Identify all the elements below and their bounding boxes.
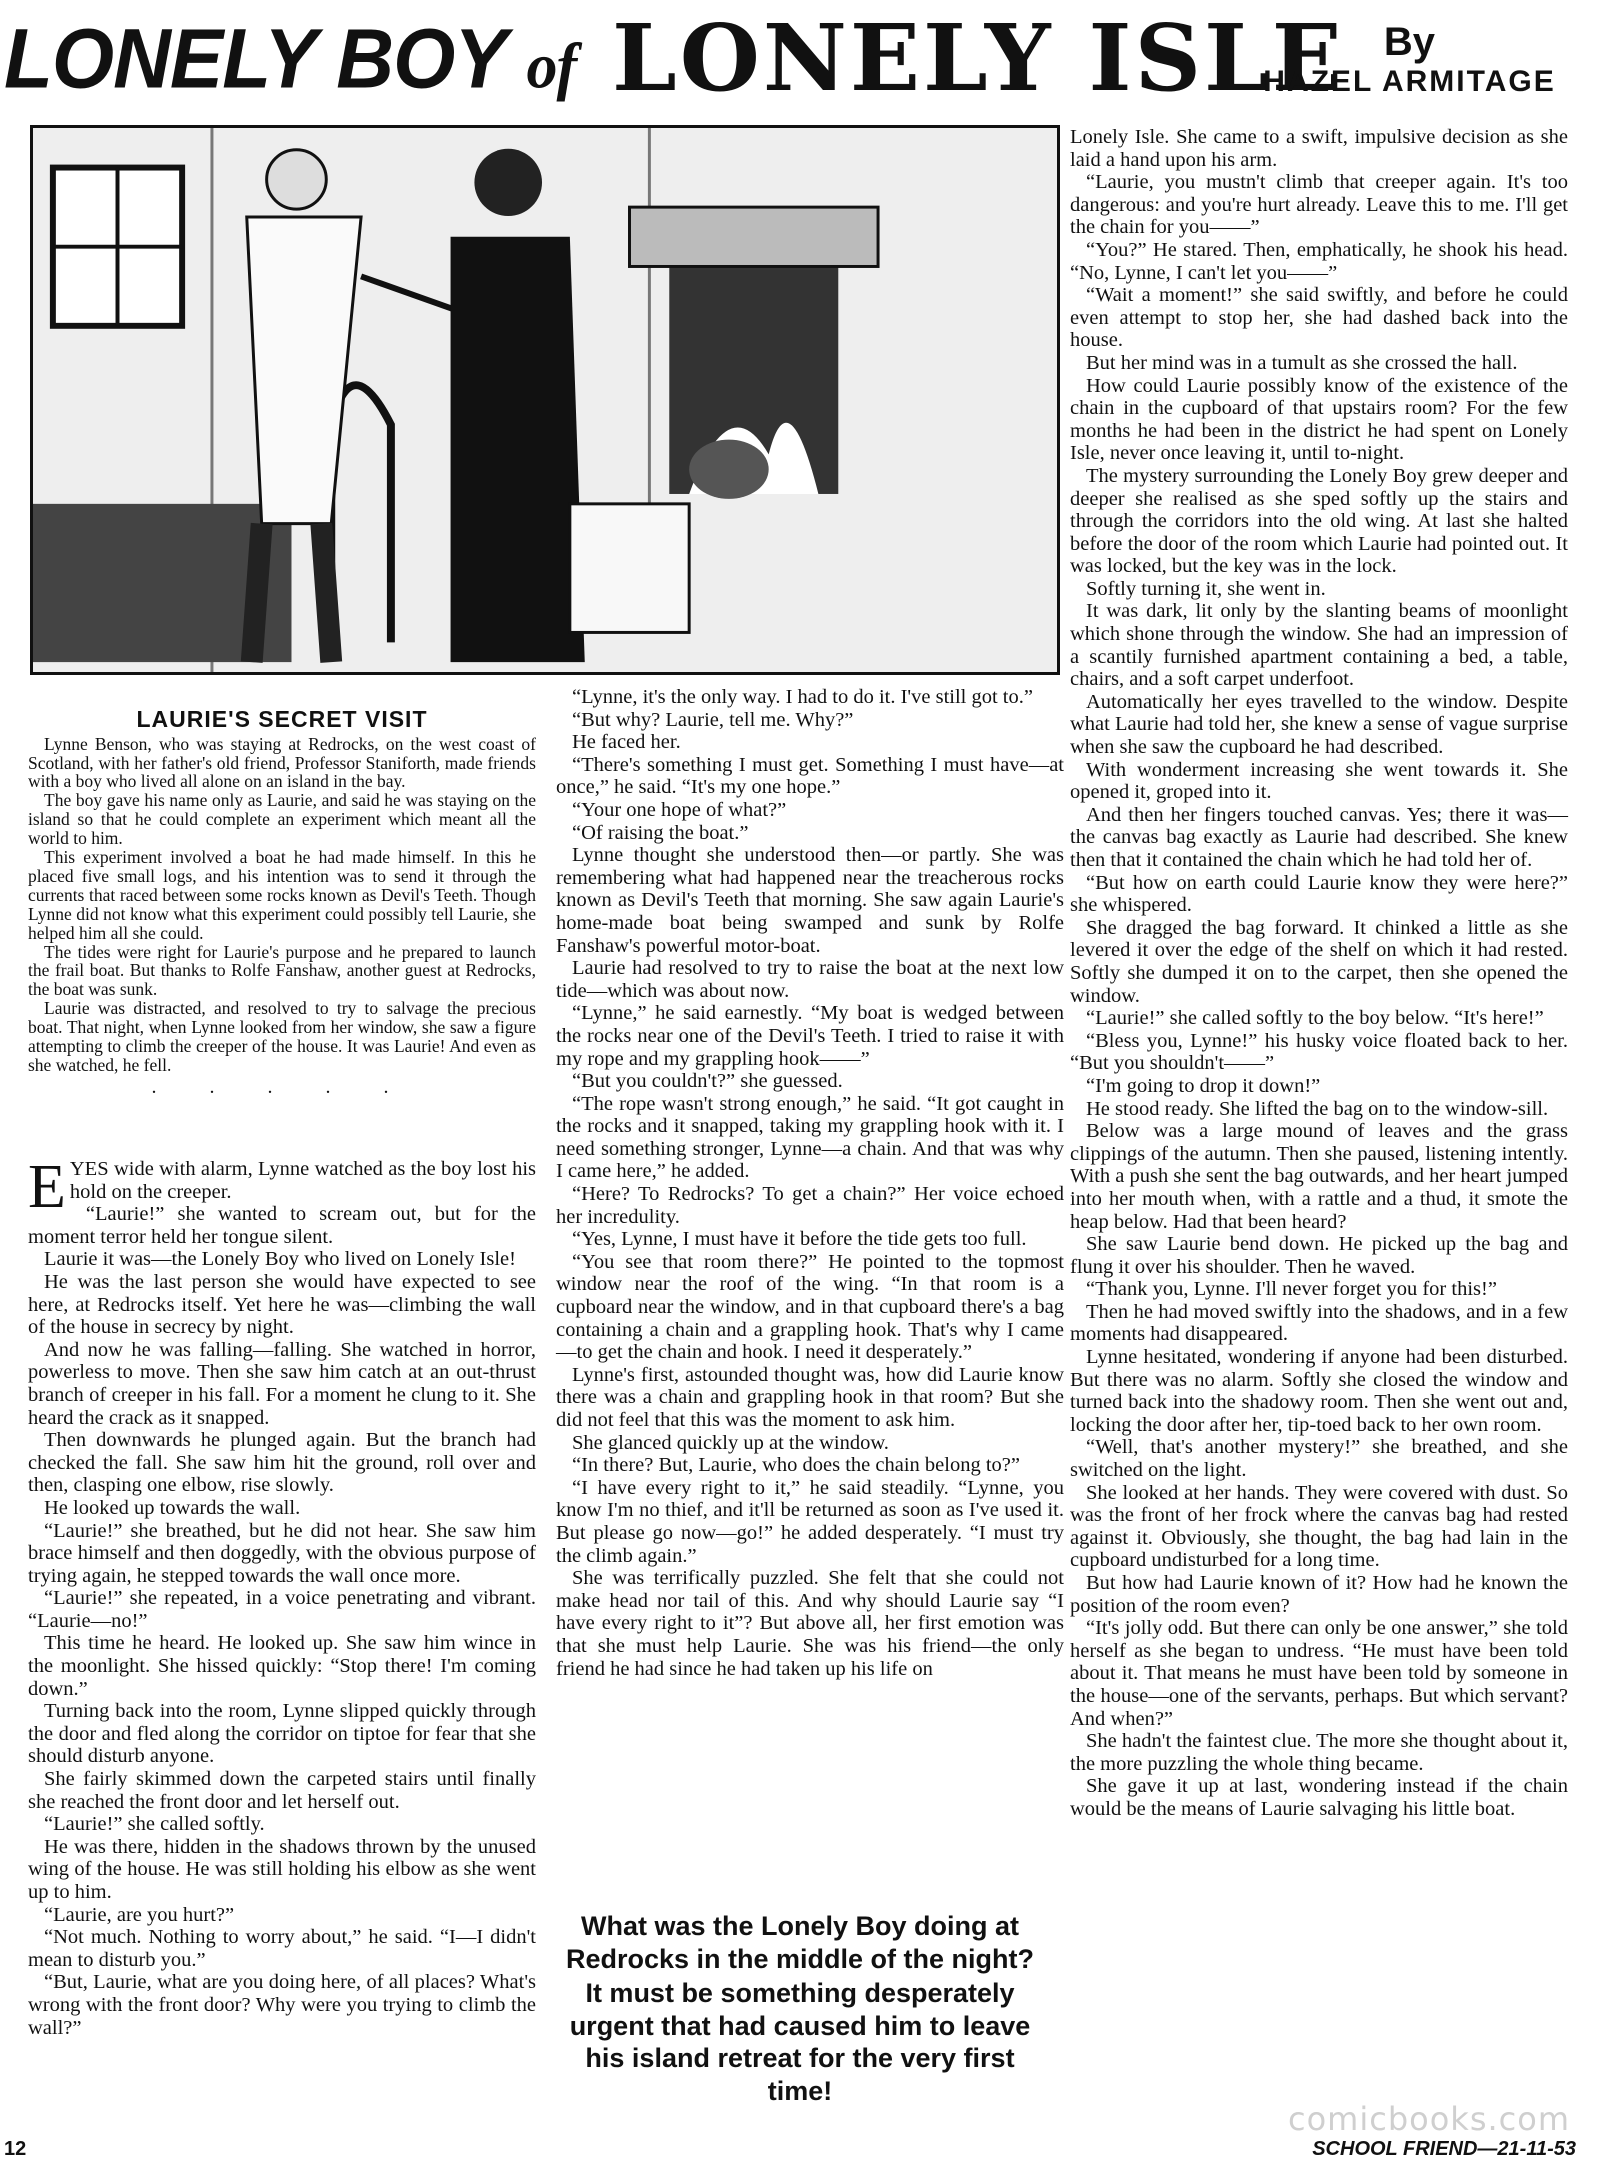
byline-by: By xyxy=(1383,20,1436,64)
title-of: of xyxy=(526,30,577,103)
story-first-paragraph xyxy=(28,1153,536,1221)
story-paragraph: “I'm going to drop it down!” xyxy=(1086,1074,1321,1097)
teaser-answer: It must be something desperately urgent that had caused him to leave his island retreat for the very first time! xyxy=(569,1978,1031,2106)
synopsis-paragraph: The tides were right for Laurie's purpose and he prepared to launch the frail boat. But thanks to Rolfe Fanshaw, another guest at Redrocks, the boat was sunk. xyxy=(28,941,536,1000)
story-paragraph: With wonderment increasing she went towards it. She opened it, groped into it. xyxy=(1070,758,1568,804)
story-paragraph: And now he was falling—falling. She watched in horror, powerless to move. Then she saw him catch at an out-thrust branch of creeper in his fall. For a moment he clung to it. She heard the crack as it snapped. xyxy=(28,1338,536,1429)
story-paragraph: “But why? Laurie, tell me. Why?” xyxy=(572,708,854,731)
story-paragraph: “In there? But, Laurie, who does the chain belong to?” xyxy=(572,1454,1020,1477)
story-paragraph: And then her fingers touched canvas. Yes; there it was—the canvas bag exactly as Laurie had described. She knew then that it contained the chain which he had told her of. xyxy=(1070,803,1568,871)
story-paragraph: Lynne thought she understood then—or partly. She was remembering what had happened near the treacherous rocks known as Devil's Teeth that morning. She saw again Laurie's home-made boat being swamped and sunk by Rolfe Fanshaw's powerful motor-boat. xyxy=(556,844,1064,957)
story-paragraph: Softly turning it, she went in. xyxy=(1086,577,1326,600)
story-paragraph: She looked at her hands. They were covered with dust. So was the front of her frock where the canvas bag had rested against it. Obviously, she thought, the bag had lain in the cupboard undisturbed for a long time. xyxy=(1070,1481,1568,1572)
story-paragraph: It was dark, lit only by the slanting beams of moonlight which shone through the window. She had an impression of a scantily furnished apartment containing a bed, a table, chairs, and a soft carpet underfoot. xyxy=(1070,600,1568,691)
story-paragraph: “Laurie, are you hurt?” xyxy=(44,1903,235,1926)
story-paragraph: “Laurie!” she repeated, in a voice penetrating and vibrant. “Laurie—no!” xyxy=(28,1587,536,1632)
story-paragraph: “Well, that's another mystery!” she breathed, and she switched on the light. xyxy=(1070,1436,1568,1482)
page-number: 12 xyxy=(4,2138,27,2160)
story-paragraph: Then downwards he plunged again. But the branch had checked the fall. She saw him hit the ground, roll over and then, clasping one elbow, rise slowly. xyxy=(28,1429,536,1497)
story-paragraph: “Wait a moment!” she said swiftly, and before he could even attempt to stop her, she had dashed back into the house. xyxy=(1070,284,1568,352)
drop-cap: E xyxy=(28,1153,66,1221)
story-paragraph: “But, Laurie, what are you doing here, of all places? What's wrong with the front door? Why were you trying to climb the wall?” xyxy=(28,1971,536,2039)
story-paragraph: Turning back into the room, Lynne slipped quickly through the door and fled along the corridor on tiptoe for fear that she should disturb anyone. xyxy=(28,1700,536,1768)
story-paragraph: “But how on earth could Laurie know they were here?” she whispered. xyxy=(1070,871,1568,917)
story-paragraph: She saw Laurie bend down. He picked up the bag and flung it over his shoulder. Then he waved. xyxy=(1070,1233,1568,1278)
story-paragraph: “Laurie!” she called softly. xyxy=(44,1813,265,1836)
story-paragraph: “You?” He stared. Then, emphatically, he shook his head. “No, Lynne, I can't let you——” xyxy=(1070,238,1568,284)
story-paragraph: “Bless you, Lynne!” his husky voice floated back to her. “But you shouldn't——” xyxy=(1070,1029,1568,1075)
story-paragraph: He was there, hidden in the shadows thrown by the unused wing of the house. He was still holding his elbow as she went up to him. xyxy=(28,1835,536,1903)
teaser-box xyxy=(560,1910,1040,2107)
story-paragraph: Automatically her eyes travelled to the window. Despite what Laurie had told her, she knew a sense of vague surprise when she saw the cupboard he had described. xyxy=(1070,690,1568,759)
story-paragraph: Below was a large mound of leaves and the grass clippings of the autumn. Then she paused, listening intently. With a push she sent the bag outwards, and her heart jumped into her mouth when, with a rattle and a thud, it smote the heap below. Had that been heard? xyxy=(1070,1120,1568,1233)
story-paragraph: But how had Laurie known of it? How had he known the position of the room even? xyxy=(1070,1572,1568,1617)
story-paragraph: “Laurie!” she breathed, but he did not hear. She saw him brace himself and then doggedly, with the obvious purpose of trying again, he stepped towards the wall once more. xyxy=(28,1519,536,1587)
story-paragraph: He looked up towards the wall. xyxy=(44,1496,301,1519)
story-paragraph: She was terrifically puzzled. She felt that she could not make head nor tail of this. And why should Laurie say “I have every right to it”? But above all, her first emotion was that she must help Laurie. She was his friend—the only friend he had since he had taken up his life on xyxy=(556,1567,1064,1680)
story-paragraph: “Yes, Lynne, I must have it before the tide gets too full. xyxy=(572,1228,1027,1251)
story-column-right xyxy=(1070,126,1568,1821)
synopsis-paragraph: Laurie was distracted, and resolved to try to salvage the precious boat. That night, when Lynne looked from her window, she saw a figure attempting to climb the creeper of the house. It was Laurie! And even as she watched, he fell. xyxy=(28,998,536,1075)
synopsis-paragraph: This experiment involved a boat he had made himself. In this he placed five small logs, and his intention was to send it through the currents that raced between some rocks known as Devil's Teeth. Though Lynne did not know what this experiment could possibly tell Laurie, she helped him all she could. xyxy=(28,847,536,943)
title-part1: LONELY BOY xyxy=(4,12,506,106)
teaser-question: What was the Lonely Boy doing at Redrocks in the middle of the night? xyxy=(565,1911,1035,1974)
first-paragraph-text: YES wide with alarm, Lynne watched as the boy lost his hold on the creeper. xyxy=(69,1158,536,1203)
story-paragraph: Then he had moved swiftly into the shadows, and in a few moments had disappeared. xyxy=(1070,1300,1568,1346)
section-separator: . . . . . xyxy=(151,1075,413,1098)
story-paragraph: Lynne hesitated, wondering if anyone had been disturbed. But there was no alarm. Softly she closed the window and turned back into the shadowy room. Then she went out and, locking the door after her, tip-toed back to her own room. xyxy=(1070,1346,1568,1436)
story-paragraph: She fairly skimmed down the carpeted stairs until finally she reached the front door and let herself out. xyxy=(28,1768,536,1813)
story-paragraph: He stood ready. She lifted the bag on to the window-sill. xyxy=(1086,1097,1549,1120)
story-paragraph: She dragged the bag forward. It chinked a little as she levered it over the edge of the shelf on which it had rested. Softly she dumped it on to the carpet, then she opened the window. xyxy=(1070,916,1568,1007)
story-paragraph: “Your one hope of what?” xyxy=(572,798,787,821)
story-paragraph: Laurie had resolved to try to raise the boat at the next low tide—which was about now. xyxy=(556,957,1064,1002)
story-paragraph: “Laurie!” she wanted to scream out, but for the moment terror held her tongue silent. xyxy=(28,1203,536,1248)
story-paragraph: “It's jolly odd. But there can only be one answer,” she told herself as she began to undress. “He must have been told about it. That means he must have been told by someone in the house—one of the servants, perhaps. But which servant? And when?” xyxy=(1070,1617,1568,1730)
story-paragraph: Lonely Isle. She came to a swift, impulsive decision as she laid a hand upon his arm. xyxy=(1070,126,1568,171)
story-paragraph: She hadn't the faintest clue. The more she thought about it, the more puzzling the whole thing became. xyxy=(1070,1730,1568,1775)
story-column-middle xyxy=(556,686,1064,1680)
story-paragraph: “Laurie!” she called softly to the boy below. “It's here!” xyxy=(1086,1007,1544,1030)
story-paragraph: “The rope wasn't strong enough,” he said. “It got caught in the rocks and it snapped, taking my grappling hook with it. I need something stronger, Lynne—a chain. And that was why I came here,” he added. xyxy=(556,1092,1064,1183)
synopsis-column xyxy=(28,708,536,1097)
story-paragraph: But her mind was in a tumult as she crossed the hall. xyxy=(1086,351,1518,374)
story-paragraph: Lynne's first, astounded thought was, how did Laurie know there was a chain and grappling hook in that room? But she did not feel that this was the moment to ask him. xyxy=(556,1363,1064,1431)
story-paragraph: “Laurie, you mustn't climb that creeper again. It's too dangerous: and you're hurt already. Leave this to me. I'll get the chain for you——” xyxy=(1070,171,1568,239)
synopsis-paragraph: The boy gave his name only as Laurie, and said he was staying on the island so that he could complete an experiment which meant all the world to him. xyxy=(28,790,536,849)
story-paragraph: “But you couldn't?” she guessed. xyxy=(572,1070,843,1093)
story-paragraph: “Lynne,” he said earnestly. “My boat is wedged between the rocks near one of the Devil's Teeth. I tried to raise it with my rope and my grappling hook——” xyxy=(556,1002,1064,1070)
story-paragraph: He was the last person she would have expected to see here, at Redrocks itself. Yet here he was—climbing the wall of the house in secrecy by night. xyxy=(28,1270,536,1339)
story-paragraph: “Of raising the boat.” xyxy=(572,821,749,844)
story-paragraph: “There's something I must get. Something I must have—at once,” he said. “It's my one hope.” xyxy=(556,753,1064,799)
story-illustration xyxy=(30,125,1060,675)
story-paragraph: “I have every right to it,” he said steadily. “Lynne, you know I'm no thief, and it'll be returned as soon as I've used it. But please go now—go!” he added desperately. “I must try the climb again.” xyxy=(556,1476,1064,1567)
story-paragraph: She glanced quickly up at the window. xyxy=(572,1431,889,1454)
synopsis-paragraph: Lynne Benson, who was staying at Redrocks, on the west coast of Scotland, with her father's old friend, Professor Staniforth, made friends with a boy who lived all alone on an island in the bay. xyxy=(28,733,536,792)
story-paragraph: This time he heard. He looked up. She saw him wince in the moonlight. She hissed quickly: “Stop there! I'm coming down.” xyxy=(28,1632,536,1700)
story-paragraph: Laurie it was—the Lonely Boy who lived on Lonely Isle! xyxy=(44,1248,516,1271)
story-paragraph: “Thank you, Lynne. I'll never forget you for this!” xyxy=(1086,1278,1497,1301)
synopsis-heading: LAURIE'S SECRET VISIT xyxy=(136,706,428,732)
story-paragraph: “Here? To Redrocks? To get a chain?” Her voice echoed her incredulity. xyxy=(556,1183,1064,1228)
story-paragraph: The mystery surrounding the Lonely Boy grew deeper and deeper she realised as she sped softly up the stairs and through the corridors into the old wing. At last she halted before the door of the room which Laurie had pointed out. It was locked, but the key was in the lock. xyxy=(1070,464,1568,578)
story-column-left xyxy=(28,1153,536,2039)
story-paragraph: “You see that room there?” He pointed to the topmost window near the roof of the wing. “In that room is a cupboard near the window, and in that cupboard there's a bag containing a chain and a grappling hook. That's why I came—to get the chain and hook. I need it desperately.” xyxy=(556,1250,1064,1364)
story-paragraph: “Not much. Nothing to worry about,” he said. “I—I didn't mean to disturb you.” xyxy=(28,1926,536,1971)
title-right: LONELY ISLE xyxy=(612,4,1345,112)
story-paragraph: “Lynne, it's the only way. I had to do it. I've still got to.” xyxy=(572,686,1033,708)
magazine-footer: SCHOOL FRIEND—21-11-53 xyxy=(1312,2138,1576,2160)
byline-author: HAZEL ARMITAGE xyxy=(1263,65,1556,98)
title-left xyxy=(4,12,576,114)
byline xyxy=(1222,20,1597,100)
watermark: comicbooks.com xyxy=(1287,2100,1570,2138)
story-paragraph: He faced her. xyxy=(572,731,681,754)
story-paragraph: She gave it up at last, wondering instead if the chain would be the means of Laurie salvaging his little boat. xyxy=(1070,1775,1568,1820)
story-paragraph: How could Laurie possibly know of the existence of the chain in the cupboard of that upstairs room? For the few months he had been in the district he had spent on Lonely Isle, never once leaving it, until to-night. xyxy=(1070,374,1568,465)
